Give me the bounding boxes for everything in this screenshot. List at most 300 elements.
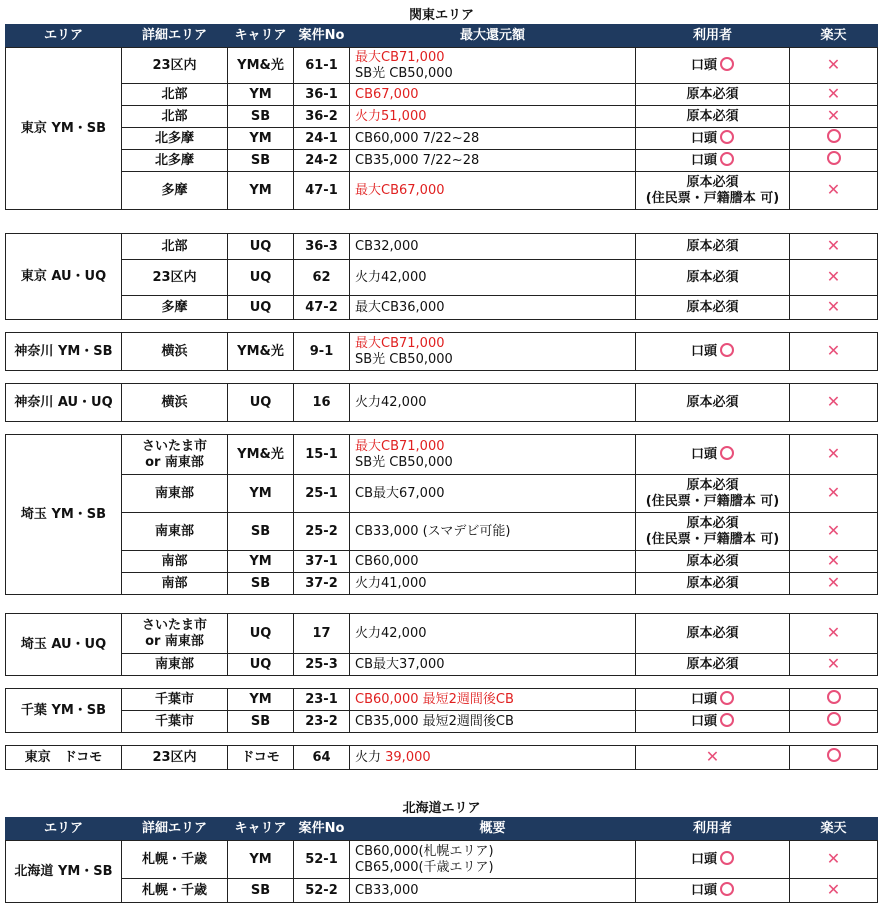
user-cell bbox=[636, 150, 790, 172]
carrier-cell: YM&光 bbox=[228, 48, 294, 84]
circle-icon bbox=[720, 882, 734, 896]
column-header: 楽天 bbox=[790, 25, 878, 48]
carrier-cell: YM bbox=[228, 689, 294, 711]
detail-area-cell bbox=[122, 614, 228, 654]
detail-area-cell bbox=[122, 234, 228, 260]
table-row bbox=[6, 172, 878, 210]
amount-cell bbox=[350, 879, 636, 903]
amount-cell bbox=[350, 384, 636, 422]
rakuten-cell bbox=[790, 435, 878, 475]
user-text: 原本必須 bbox=[686, 625, 739, 641]
detail-area-cell bbox=[122, 689, 228, 711]
user-cell bbox=[636, 513, 790, 551]
detail-area-cell bbox=[122, 711, 228, 733]
user-text: 口頭 bbox=[690, 692, 717, 707]
circle-icon bbox=[720, 446, 734, 460]
rakuten-cell bbox=[790, 841, 878, 879]
cross-icon: ✕ bbox=[826, 482, 841, 502]
amount-cell bbox=[350, 128, 636, 150]
detail-area-text: さいたま市 bbox=[141, 438, 207, 454]
user-cell bbox=[636, 654, 790, 676]
circle-icon bbox=[720, 57, 734, 71]
amount-cell bbox=[350, 573, 636, 595]
amount-text: 最大CB71,000 bbox=[355, 335, 445, 351]
user-cell bbox=[636, 746, 790, 770]
amount-cell bbox=[350, 48, 636, 84]
amount-cell bbox=[350, 106, 636, 128]
carrier-cell: YM bbox=[228, 551, 294, 573]
table-row bbox=[6, 614, 878, 654]
circle-icon bbox=[720, 851, 734, 865]
amount-cell bbox=[350, 234, 636, 260]
column-header: エリア bbox=[6, 25, 122, 48]
amount-text: 最大CB71,000 bbox=[355, 49, 445, 65]
amount-text: CB35,000 7/22~28 bbox=[355, 152, 480, 168]
column-header: 詳細エリア bbox=[122, 25, 228, 48]
detail-area-cell bbox=[122, 150, 228, 172]
amount-text: 39,000 bbox=[385, 749, 431, 765]
table-row bbox=[6, 260, 878, 296]
case-no-cell: 47-2 bbox=[294, 296, 350, 320]
circle-icon bbox=[827, 748, 841, 762]
detail-area-text: さいたま市 bbox=[141, 617, 207, 633]
detail-area-cell bbox=[122, 879, 228, 903]
user-cell bbox=[636, 333, 790, 371]
user-text: 口頭 bbox=[690, 447, 717, 462]
amount-cell bbox=[350, 296, 636, 320]
detail-area-text: 北部 bbox=[161, 108, 188, 124]
amount-text: CB60,000(札幌エリア) bbox=[355, 843, 494, 859]
column-header: 概要 bbox=[350, 818, 636, 841]
table-row bbox=[6, 689, 878, 711]
detail-area-text: 23区内 bbox=[152, 749, 197, 765]
detail-area-cell bbox=[122, 384, 228, 422]
user-cell bbox=[636, 106, 790, 128]
user-cell bbox=[636, 475, 790, 513]
area-cell: 埼玉 YM・SB bbox=[6, 435, 122, 595]
circle-icon bbox=[720, 343, 734, 357]
table-row bbox=[6, 475, 878, 513]
carrier-cell: UQ bbox=[228, 614, 294, 654]
detail-area-cell bbox=[122, 296, 228, 320]
area-cell: 千葉 YM・SB bbox=[6, 689, 122, 733]
case-no-cell: 61-1 bbox=[294, 48, 350, 84]
detail-area-text: 千葉市 bbox=[154, 713, 194, 729]
carrier-cell: UQ bbox=[228, 234, 294, 260]
column-header: 利用者 bbox=[636, 818, 790, 841]
amount-text: 最大CB67,000 bbox=[355, 182, 445, 198]
user-text: 原本必須 bbox=[686, 515, 739, 531]
carrier-cell: ドコモ bbox=[228, 746, 294, 770]
user-cell bbox=[636, 260, 790, 296]
amount-cell bbox=[350, 551, 636, 573]
amount-text: 火力42,000 bbox=[355, 625, 427, 641]
amount-text: CB最大67,000 bbox=[355, 485, 445, 501]
user-text: 原本必須 bbox=[686, 553, 739, 569]
area-cell: 神奈川 AU・UQ bbox=[6, 384, 122, 422]
rakuten-cell bbox=[790, 746, 878, 770]
cross-icon: ✕ bbox=[826, 340, 841, 360]
detail-area-text: 札幌・千歳 bbox=[141, 882, 207, 898]
carrier-cell: UQ bbox=[228, 296, 294, 320]
area-cell: 東京 YM・SB bbox=[6, 48, 122, 210]
user-cell bbox=[636, 551, 790, 573]
case-no-cell: 52-2 bbox=[294, 879, 350, 903]
cross-icon: ✕ bbox=[826, 296, 841, 316]
rakuten-cell bbox=[790, 296, 878, 320]
case-no-cell: 52-1 bbox=[294, 841, 350, 879]
detail-area-cell bbox=[122, 573, 228, 595]
amount-cell bbox=[350, 614, 636, 654]
column-header: エリア bbox=[6, 818, 122, 841]
rakuten-cell bbox=[790, 106, 878, 128]
detail-area-text: 横浜 bbox=[161, 394, 188, 410]
amount-text: 火力41,000 bbox=[355, 575, 427, 591]
table-row bbox=[6, 128, 878, 150]
amount-text: CB33,000 bbox=[355, 882, 419, 898]
user-text: 原本必須 bbox=[686, 299, 739, 315]
circle-icon bbox=[720, 713, 734, 727]
user-text: 原本必須 bbox=[686, 86, 739, 102]
table-row bbox=[6, 746, 878, 770]
detail-area-cell bbox=[122, 841, 228, 879]
amount-cell bbox=[350, 513, 636, 551]
amount-cell bbox=[350, 746, 636, 770]
case-no-cell: 15-1 bbox=[294, 435, 350, 475]
rakuten-cell bbox=[790, 551, 878, 573]
column-header: 案件No bbox=[294, 818, 350, 841]
case-no-cell: 23-1 bbox=[294, 689, 350, 711]
area-cell: 埼玉 AU・UQ bbox=[6, 614, 122, 676]
detail-area-text: 多摩 bbox=[161, 299, 188, 315]
area-group-table bbox=[5, 233, 878, 320]
user-text: 原本必須 bbox=[686, 238, 739, 254]
area-group-table bbox=[5, 434, 878, 595]
kanto-header-table bbox=[5, 24, 878, 48]
user-note: (住民票・戸籍謄本 可) bbox=[645, 493, 780, 509]
carrier-cell: UQ bbox=[228, 384, 294, 422]
detail-area-text: 南東部 bbox=[154, 485, 194, 501]
user-cell bbox=[636, 128, 790, 150]
amount-cell bbox=[350, 475, 636, 513]
rakuten-cell bbox=[790, 48, 878, 84]
cross-icon: ✕ bbox=[826, 520, 841, 540]
user-text: 原本必須 bbox=[686, 394, 739, 410]
amount-cell bbox=[350, 689, 636, 711]
case-no-cell: 25-1 bbox=[294, 475, 350, 513]
amount-cell bbox=[350, 84, 636, 106]
user-cell bbox=[636, 573, 790, 595]
user-cell bbox=[636, 689, 790, 711]
area-cell: 東京 ドコモ bbox=[6, 746, 122, 770]
amount-cell bbox=[350, 435, 636, 475]
user-text: 原本必須 bbox=[686, 575, 739, 591]
column-header: 利用者 bbox=[636, 25, 790, 48]
table-row bbox=[6, 234, 878, 260]
cross-icon: ✕ bbox=[826, 54, 841, 74]
area-group-table bbox=[5, 47, 878, 210]
column-header: 楽天 bbox=[790, 818, 878, 841]
carrier-cell: SB bbox=[228, 106, 294, 128]
user-cell bbox=[636, 841, 790, 879]
detail-area-cell bbox=[122, 551, 228, 573]
circle-icon bbox=[827, 712, 841, 726]
case-no-cell: 16 bbox=[294, 384, 350, 422]
amount-text: 最大CB36,000 bbox=[355, 299, 445, 315]
amount-text: 火力51,000 bbox=[355, 108, 427, 124]
user-text: 原本必須 bbox=[686, 477, 739, 493]
rakuten-cell bbox=[790, 475, 878, 513]
rakuten-cell bbox=[790, 128, 878, 150]
user-text: 口頭 bbox=[690, 131, 717, 146]
case-no-cell: 47-1 bbox=[294, 172, 350, 210]
carrier-cell: SB bbox=[228, 150, 294, 172]
user-cell bbox=[636, 84, 790, 106]
column-header: 詳細エリア bbox=[122, 818, 228, 841]
circle-icon bbox=[827, 151, 841, 165]
detail-area-cell bbox=[122, 654, 228, 676]
detail-area-text: 千葉市 bbox=[154, 691, 194, 707]
amount-text: CB32,000 bbox=[355, 238, 419, 254]
rakuten-cell bbox=[790, 614, 878, 654]
rakuten-cell bbox=[790, 689, 878, 711]
amount-cell bbox=[350, 260, 636, 296]
column-header: キャリア bbox=[228, 25, 294, 48]
detail-area-cell bbox=[122, 333, 228, 371]
user-note: (住民票・戸籍謄本 可) bbox=[645, 531, 780, 547]
user-cell bbox=[636, 296, 790, 320]
amount-text: CB33,000 (スマデビ可能) bbox=[355, 523, 511, 539]
detail-area-text: 23区内 bbox=[152, 57, 197, 73]
amount-text: 火力 bbox=[355, 749, 386, 765]
amount-cell bbox=[350, 333, 636, 371]
rakuten-cell bbox=[790, 84, 878, 106]
cross-icon: ✕ bbox=[826, 879, 841, 899]
cross-icon: ✕ bbox=[826, 443, 841, 463]
case-no-cell: 36-2 bbox=[294, 106, 350, 128]
area-group-table bbox=[5, 840, 878, 903]
amount-cell bbox=[350, 172, 636, 210]
detail-area-cell bbox=[122, 435, 228, 475]
carrier-cell: YM&光 bbox=[228, 333, 294, 371]
table-row bbox=[6, 296, 878, 320]
detail-area-text: 南東部 bbox=[154, 656, 194, 672]
area-group-table bbox=[5, 613, 878, 676]
column-header: 案件No bbox=[294, 25, 350, 48]
cross-icon: ✕ bbox=[826, 83, 841, 103]
amount-text: 火力42,000 bbox=[355, 394, 427, 410]
amount-text: SB光 CB50,000 bbox=[355, 65, 453, 81]
user-text: 原本必須 bbox=[686, 656, 739, 672]
carrier-cell: YM bbox=[228, 841, 294, 879]
table-row bbox=[6, 879, 878, 903]
rakuten-cell bbox=[790, 879, 878, 903]
circle-icon bbox=[720, 691, 734, 705]
carrier-cell: YM bbox=[228, 172, 294, 210]
detail-area-cell bbox=[122, 475, 228, 513]
case-no-cell: 25-2 bbox=[294, 513, 350, 551]
hokkaido-title: 北海道エリア bbox=[402, 801, 481, 816]
circle-icon bbox=[720, 130, 734, 144]
case-no-cell: 36-1 bbox=[294, 84, 350, 106]
detail-area-cell bbox=[122, 260, 228, 296]
user-text: 口頭 bbox=[690, 883, 717, 898]
rakuten-cell bbox=[790, 573, 878, 595]
user-cell bbox=[636, 234, 790, 260]
table-row bbox=[6, 150, 878, 172]
case-no-cell: 37-1 bbox=[294, 551, 350, 573]
user-cell bbox=[636, 48, 790, 84]
carrier-cell: YM bbox=[228, 475, 294, 513]
user-note: (住民票・戸籍謄本 可) bbox=[645, 190, 780, 206]
carrier-cell: UQ bbox=[228, 654, 294, 676]
table-row bbox=[6, 551, 878, 573]
case-no-cell: 24-1 bbox=[294, 128, 350, 150]
detail-area-cell bbox=[122, 84, 228, 106]
amount-text: CB35,000 最短2週間後CB bbox=[355, 713, 514, 729]
carrier-cell: UQ bbox=[228, 260, 294, 296]
detail-area-text: 北多摩 bbox=[154, 152, 194, 168]
cross-icon: ✕ bbox=[826, 550, 841, 570]
area-group-table bbox=[5, 383, 878, 422]
detail-area-text: 北部 bbox=[161, 86, 188, 102]
amount-cell bbox=[350, 654, 636, 676]
rakuten-cell bbox=[790, 384, 878, 422]
detail-area-text: 北多摩 bbox=[154, 130, 194, 146]
rakuten-cell bbox=[790, 711, 878, 733]
column-header: キャリア bbox=[228, 818, 294, 841]
detail-area-subtext: or 南東部 bbox=[145, 454, 204, 470]
cross-icon: ✕ bbox=[826, 391, 841, 411]
area-cell: 北海道 YM・SB bbox=[6, 841, 122, 903]
cross-icon: ✕ bbox=[826, 179, 841, 199]
case-no-cell: 37-2 bbox=[294, 573, 350, 595]
area-cell: 東京 AU・UQ bbox=[6, 234, 122, 320]
user-cell bbox=[636, 614, 790, 654]
detail-area-cell bbox=[122, 172, 228, 210]
kanto-title: 関東エリア bbox=[408, 8, 474, 23]
detail-area-text: 北部 bbox=[161, 238, 188, 254]
rakuten-cell bbox=[790, 260, 878, 296]
user-cell bbox=[636, 711, 790, 733]
detail-area-text: 札幌・千歳 bbox=[141, 851, 207, 867]
carrier-cell: YM bbox=[228, 128, 294, 150]
amount-text: CB60,000 bbox=[355, 553, 419, 569]
table-row bbox=[6, 333, 878, 371]
rakuten-cell bbox=[790, 654, 878, 676]
table-row bbox=[6, 841, 878, 879]
cross-icon: ✕ bbox=[826, 572, 841, 592]
carrier-cell: YM bbox=[228, 84, 294, 106]
user-text: 原本必須 bbox=[686, 108, 739, 124]
amount-text: 最大CB71,000 bbox=[355, 438, 445, 454]
case-no-cell: 24-2 bbox=[294, 150, 350, 172]
case-no-cell: 17 bbox=[294, 614, 350, 654]
table-row bbox=[6, 384, 878, 422]
area-cell: 神奈川 YM・SB bbox=[6, 333, 122, 371]
carrier-cell: SB bbox=[228, 513, 294, 551]
amount-cell bbox=[350, 841, 636, 879]
carrier-cell: YM&光 bbox=[228, 435, 294, 475]
user-cell bbox=[636, 435, 790, 475]
table-row bbox=[6, 84, 878, 106]
user-text: 原本必須 bbox=[686, 174, 739, 190]
carrier-cell: SB bbox=[228, 711, 294, 733]
amount-text: CB67,000 bbox=[355, 86, 419, 102]
detail-area-cell bbox=[122, 746, 228, 770]
cross-icon: ✕ bbox=[826, 105, 841, 125]
user-cell bbox=[636, 384, 790, 422]
table-row bbox=[6, 573, 878, 595]
case-no-cell: 36-3 bbox=[294, 234, 350, 260]
user-text: 口頭 bbox=[690, 344, 717, 359]
amount-cell bbox=[350, 150, 636, 172]
circle-icon bbox=[827, 129, 841, 143]
cross-icon: ✕ bbox=[705, 746, 720, 766]
detail-area-text: 南部 bbox=[161, 575, 188, 591]
case-no-cell: 23-2 bbox=[294, 711, 350, 733]
user-text: 口頭 bbox=[690, 852, 717, 867]
area-group-table bbox=[5, 688, 878, 733]
detail-area-cell bbox=[122, 513, 228, 551]
case-no-cell: 62 bbox=[294, 260, 350, 296]
rakuten-cell bbox=[790, 333, 878, 371]
circle-icon bbox=[720, 152, 734, 166]
cross-icon: ✕ bbox=[826, 266, 841, 286]
detail-area-text: 多摩 bbox=[161, 182, 188, 198]
area-group-table bbox=[5, 745, 878, 770]
amount-text: 火力42,000 bbox=[355, 269, 427, 285]
amount-text: CB65,000(千歳エリア) bbox=[355, 859, 494, 875]
detail-area-text: 南部 bbox=[161, 553, 188, 569]
user-cell bbox=[636, 172, 790, 210]
cross-icon: ✕ bbox=[826, 622, 841, 642]
table-row bbox=[6, 711, 878, 733]
table-row bbox=[6, 106, 878, 128]
detail-area-text: 23区内 bbox=[152, 269, 197, 285]
circle-icon bbox=[827, 690, 841, 704]
carrier-cell: SB bbox=[228, 879, 294, 903]
case-no-cell: 64 bbox=[294, 746, 350, 770]
column-header: 最大還元額 bbox=[350, 25, 636, 48]
rakuten-cell bbox=[790, 150, 878, 172]
user-text: 口頭 bbox=[690, 714, 717, 729]
cross-icon: ✕ bbox=[826, 653, 841, 673]
user-cell bbox=[636, 879, 790, 903]
rakuten-cell bbox=[790, 234, 878, 260]
case-no-cell: 25-3 bbox=[294, 654, 350, 676]
detail-area-text: 南東部 bbox=[154, 523, 194, 539]
cross-icon: ✕ bbox=[826, 848, 841, 868]
user-text: 原本必須 bbox=[686, 269, 739, 285]
table-row bbox=[6, 513, 878, 551]
carrier-cell: SB bbox=[228, 573, 294, 595]
amount-text: CB最大37,000 bbox=[355, 656, 445, 672]
amount-cell bbox=[350, 711, 636, 733]
amount-text: CB60,000 最短2週間後CB bbox=[355, 691, 514, 707]
table-row bbox=[6, 435, 878, 475]
table-row bbox=[6, 48, 878, 84]
amount-text: CB60,000 7/22~28 bbox=[355, 130, 480, 146]
table-row bbox=[6, 654, 878, 676]
amount-text: SB光 CB50,000 bbox=[355, 454, 453, 470]
amount-text: SB光 CB50,000 bbox=[355, 351, 453, 367]
rakuten-cell bbox=[790, 513, 878, 551]
cross-icon: ✕ bbox=[826, 235, 841, 255]
detail-area-text: 横浜 bbox=[161, 343, 188, 359]
detail-area-cell bbox=[122, 106, 228, 128]
user-text: 口頭 bbox=[690, 58, 717, 73]
